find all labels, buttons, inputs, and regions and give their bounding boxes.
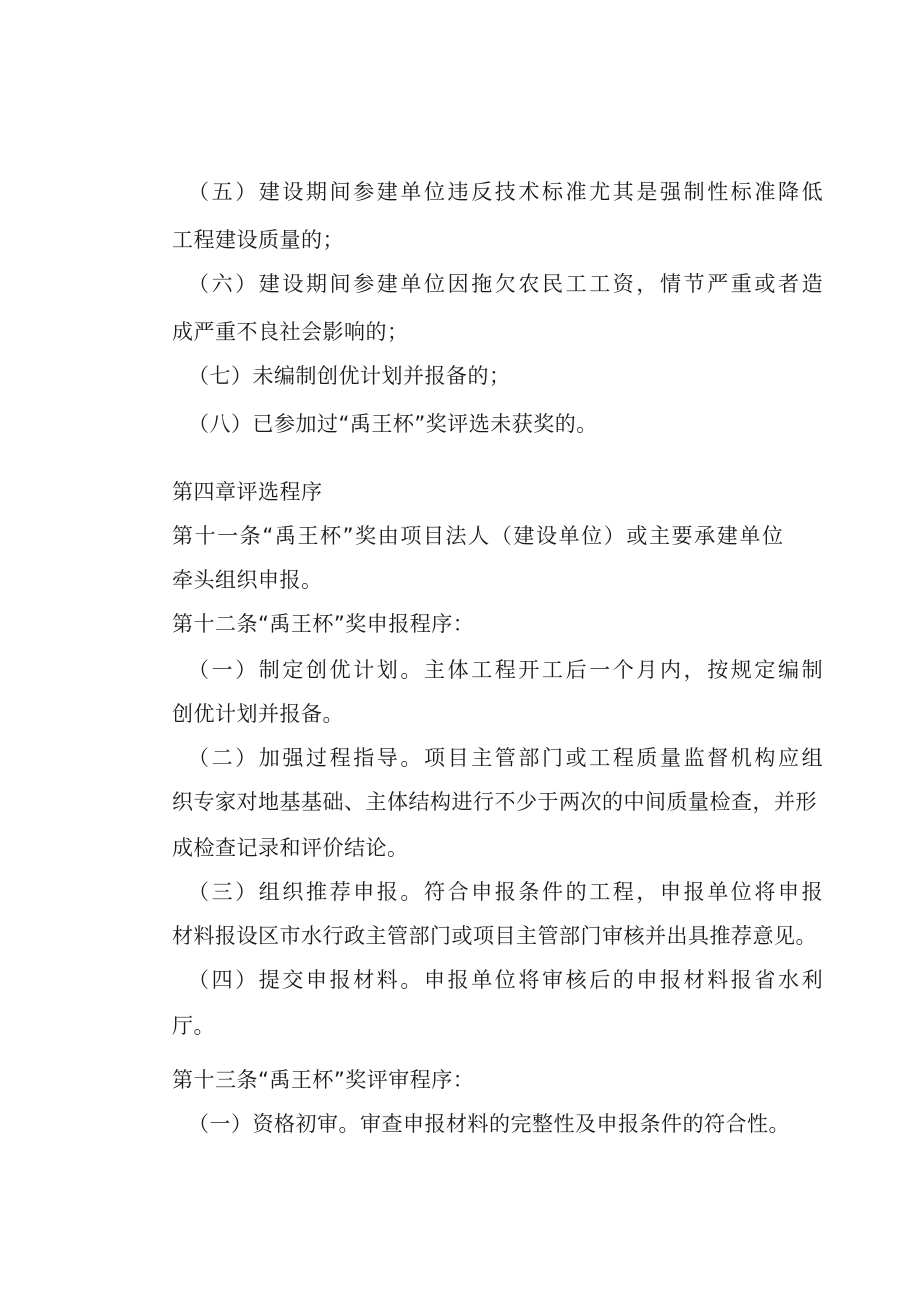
article-13-item-1: （一）资格初审。审查申报材料的完整性及申报条件的符合性。 [188, 1112, 790, 1136]
clause-6-line-2: 成严重不良社会影响的； [172, 320, 409, 344]
clause-8: （八）已参加过“禹王杯”奖评选未获奖的。 [188, 412, 598, 436]
clause-5-line-1: （五）建设期间参建单位违反技术标准尤其是强制性标准降低 [188, 180, 826, 204]
article-12-item-3-line-2: 材料报设区市水行政主管部门或项目主管部门审核并出具推荐意见。 [172, 924, 817, 948]
article-11-line-1: 第十一条“禹王杯”奖由项目法人（建设单位）或主要承建单位 [172, 524, 785, 548]
article-12-item-1-line-2: 创优计划并报备。 [172, 702, 344, 726]
article-12-item-3-line-1: （三）组织推荐申报。符合申报条件的工程，申报单位将申报 [188, 880, 826, 904]
clause-5-line-2: 工程建设质量的； [172, 228, 344, 252]
article-12-item-4-line-1: （四）提交申报材料。申报单位将审核后的申报材料报省水利 [188, 968, 826, 992]
article-13-heading: 第十三条“禹王杯”奖评审程序： [172, 1068, 475, 1092]
chapter-4-heading: 第四章评选程序 [172, 480, 323, 504]
article-12-item-2-line-2: 织专家对地基基础、主体结构进行不少于两次的中间质量检查，并形 [172, 790, 817, 814]
clause-7: （七）未编制创优计划并报备的； [188, 364, 511, 388]
article-12-item-2-line-3: 成检查记录和评价结论。 [172, 836, 409, 860]
article-11-line-2: 牵头组织申报。 [172, 568, 323, 592]
clause-6-line-1: （六）建设期间参建单位因拖欠农民工工资，情节严重或者造 [188, 272, 826, 296]
article-12-item-4-line-2: 厅。 [172, 1014, 215, 1038]
article-12-item-2-line-1: （二）加强过程指导。项目主管部门或工程质量监督机构应组 [188, 746, 826, 770]
article-12-item-1-line-1: （一）制定创优计划。主体工程开工后一个月内，按规定编制 [188, 658, 826, 682]
article-12-heading: 第十二条“禹王杯”奖申报程序： [172, 612, 475, 636]
